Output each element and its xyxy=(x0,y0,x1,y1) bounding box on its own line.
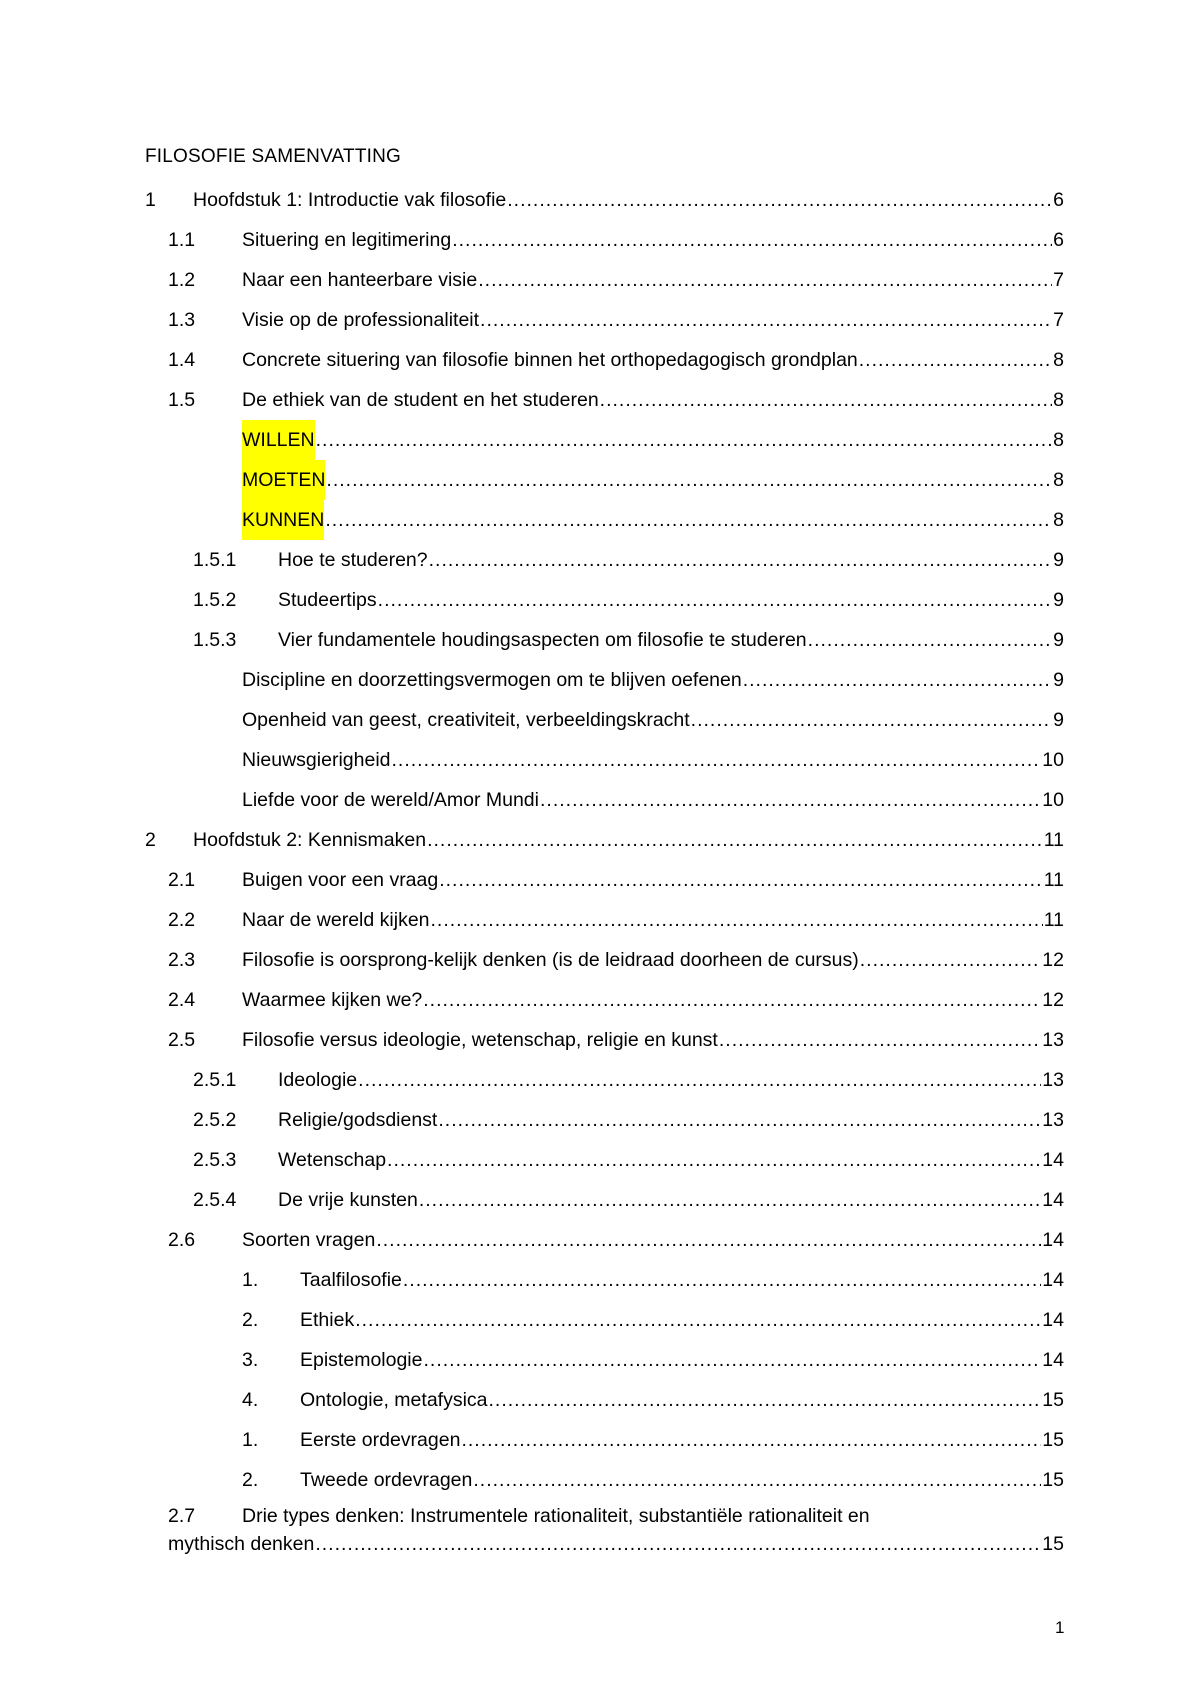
toc-dot-leader xyxy=(376,1220,1041,1260)
toc-entry-page: 9 xyxy=(1053,549,1064,571)
toc-entry-number: 1.5 xyxy=(168,389,196,411)
toc-entry-title: Taalfilosofie xyxy=(300,1269,402,1291)
toc-entry[interactable] xyxy=(0,820,1200,860)
toc-entry-title: Vier fundamentele houdingsaspecten om filosofie te studeren xyxy=(278,629,807,651)
toc-entry-title: Ideologie xyxy=(278,1069,358,1091)
toc-entry-title: Concrete situering van filosofie binnen het orthopedagogisch grondplan xyxy=(242,349,858,371)
toc-entry-page: 14 xyxy=(1042,1149,1064,1171)
toc-entry-page: 14 xyxy=(1042,1189,1064,1211)
toc-entry-page: 13 xyxy=(1042,1109,1064,1131)
toc-entry-title-continued: mythisch denken xyxy=(168,1533,315,1555)
toc-entry[interactable] xyxy=(0,540,1200,580)
toc-dot-leader xyxy=(419,1180,1041,1220)
toc-entry-number: 2.3 xyxy=(168,949,196,971)
toc-entry-page: 7 xyxy=(1053,269,1064,291)
toc-entry-title: Naar een hanteerbare visie xyxy=(242,269,478,291)
toc-entry[interactable] xyxy=(0,860,1200,900)
toc-entry[interactable] xyxy=(0,780,1200,820)
toc-dot-leader xyxy=(326,460,1052,500)
toc-dot-leader xyxy=(427,820,1043,860)
toc-entry[interactable] xyxy=(0,980,1200,1020)
toc-entry[interactable] xyxy=(0,740,1200,780)
toc-entry-page: 11 xyxy=(1043,869,1064,891)
toc-entry-page: 12 xyxy=(1042,949,1064,971)
toc-entry-number: 1.3 xyxy=(168,309,196,331)
toc-entry[interactable] xyxy=(0,420,1200,460)
toc-entry-title: Hoofdstuk 1: Introductie vak filosofie xyxy=(193,189,507,211)
toc-entry[interactable] xyxy=(0,1260,1200,1300)
toc-entry-page: 15 xyxy=(1042,1429,1064,1451)
toc-entry-page: 14 xyxy=(1042,1349,1064,1371)
toc-entry-number: 1.4 xyxy=(168,349,196,371)
table-of-contents xyxy=(0,180,1200,1572)
toc-entry-page: 11 xyxy=(1043,829,1064,851)
toc-entry[interactable] xyxy=(0,300,1200,340)
toc-entry-number: 1.5.1 xyxy=(193,549,237,571)
toc-dot-leader xyxy=(473,1460,1041,1500)
toc-entry-number: 1.1 xyxy=(168,229,196,251)
toc-entry-page: 14 xyxy=(1042,1229,1064,1251)
toc-entry[interactable] xyxy=(0,380,1200,420)
toc-dot-leader xyxy=(489,1380,1042,1420)
toc-dot-leader xyxy=(403,1260,1041,1300)
toc-entry[interactable] xyxy=(0,1300,1200,1340)
toc-entry-title: Situering en legitimering xyxy=(242,229,452,251)
toc-dot-leader xyxy=(439,860,1043,900)
toc-entry-number: 1. xyxy=(242,1269,259,1291)
toc-entry-page: 7 xyxy=(1053,309,1064,331)
toc-entry-number: 1.2 xyxy=(168,269,196,291)
toc-entry[interactable] xyxy=(0,580,1200,620)
toc-entry[interactable] xyxy=(0,1100,1200,1140)
toc-entry-page: 15 xyxy=(1042,1469,1064,1491)
toc-dot-leader xyxy=(691,700,1052,740)
toc-entry-title: MOETEN xyxy=(242,460,325,500)
toc-entry-title: Buigen voor een vraag xyxy=(242,869,439,891)
toc-entry-page: 8 xyxy=(1053,469,1064,491)
toc-entry[interactable] xyxy=(0,660,1200,700)
toc-dot-leader xyxy=(316,420,1053,460)
toc-dot-leader xyxy=(378,580,1052,620)
toc-dot-leader xyxy=(392,740,1042,780)
toc-entry-title: Openheid van geest, creativiteit, verbeeldingskracht xyxy=(242,709,690,731)
toc-dot-leader xyxy=(743,660,1052,700)
toc-dot-leader xyxy=(540,780,1041,820)
toc-entry-number: 1 xyxy=(145,189,156,211)
toc-entry-page: 6 xyxy=(1053,189,1064,211)
toc-entry-title: Naar de wereld kijken xyxy=(242,909,430,931)
toc-dot-leader xyxy=(478,260,1052,300)
toc-entry-title: Eerste ordevragen xyxy=(300,1429,461,1451)
toc-dot-leader xyxy=(860,940,1042,980)
document-title: FILOSOFIE SAMENVATTING xyxy=(145,146,402,167)
toc-dot-leader xyxy=(325,500,1052,540)
toc-entry[interactable] xyxy=(0,1420,1200,1460)
toc-entry-number: 2.5 xyxy=(168,1029,196,1051)
toc-entry-page: 9 xyxy=(1053,629,1064,651)
toc-entry[interactable] xyxy=(0,900,1200,940)
toc-entry-page: 8 xyxy=(1053,429,1064,451)
toc-entry[interactable] xyxy=(0,1340,1200,1380)
toc-entry-page: 13 xyxy=(1042,1069,1064,1091)
toc-entry-page: 13 xyxy=(1042,1029,1064,1051)
toc-entry-page: 9 xyxy=(1053,709,1064,731)
toc-entry-number: 2.5.2 xyxy=(193,1109,237,1131)
toc-entry-page: 8 xyxy=(1053,509,1064,531)
toc-entry-number: 2.1 xyxy=(168,869,196,891)
toc-entry-number: 2.5.3 xyxy=(193,1149,237,1171)
toc-entry[interactable] xyxy=(0,460,1200,500)
toc-entry-title: Studeertips xyxy=(278,589,377,611)
toc-entry-page: 15 xyxy=(1042,1389,1064,1411)
toc-entry[interactable] xyxy=(0,260,1200,300)
toc-entry-title: De ethiek van de student en het studeren xyxy=(242,389,599,411)
toc-dot-leader xyxy=(507,180,1052,220)
toc-dot-leader xyxy=(355,1300,1041,1340)
toc-entry-title: Ethiek xyxy=(300,1309,355,1331)
toc-entry[interactable] xyxy=(0,1500,1200,1572)
toc-entry-number: 2.4 xyxy=(168,989,196,1011)
toc-entry[interactable] xyxy=(0,1220,1200,1260)
toc-dot-leader xyxy=(423,1340,1041,1380)
toc-entry-page: 10 xyxy=(1042,749,1064,771)
toc-entry-page: 12 xyxy=(1042,989,1064,1011)
toc-dot-leader xyxy=(387,1140,1041,1180)
toc-entry-number: 4. xyxy=(242,1389,259,1411)
toc-entry-number: 1.5.3 xyxy=(193,629,237,651)
toc-entry[interactable] xyxy=(0,1460,1200,1500)
toc-entry[interactable] xyxy=(0,340,1200,380)
toc-entry[interactable] xyxy=(0,1180,1200,1220)
toc-entry-title: Drie types denken: Instrumentele rationaliteit, substantiële rationaliteit en xyxy=(242,1505,870,1527)
toc-entry-number: 2. xyxy=(242,1469,259,1491)
page-number: 1 xyxy=(1055,1618,1065,1637)
toc-entry-number: 2.6 xyxy=(168,1229,196,1251)
toc-dot-leader xyxy=(859,340,1052,380)
toc-entry-number: 2.5.4 xyxy=(193,1189,237,1211)
toc-entry-page: 14 xyxy=(1042,1309,1064,1331)
toc-entry-title: Tweede ordevragen xyxy=(300,1469,473,1491)
toc-dot-leader xyxy=(429,540,1053,580)
toc-dot-leader xyxy=(431,900,1043,940)
toc-entry[interactable] xyxy=(0,700,1200,740)
toc-dot-leader xyxy=(808,620,1052,660)
toc-dot-leader xyxy=(600,380,1052,420)
toc-entry-title: Hoe te studeren? xyxy=(278,549,428,571)
toc-entry-page: 8 xyxy=(1053,349,1064,371)
toc-entry[interactable] xyxy=(0,620,1200,660)
toc-entry-page: 6 xyxy=(1053,229,1064,251)
toc-entry-title: Nieuwsgierigheid xyxy=(242,749,391,771)
toc-entry-title: Soorten vragen xyxy=(242,1229,376,1251)
toc-entry-title: Wetenschap xyxy=(278,1149,387,1171)
toc-entry-number: 2 xyxy=(145,829,156,851)
toc-dot-leader xyxy=(423,980,1041,1020)
toc-entry[interactable] xyxy=(0,220,1200,260)
toc-entry[interactable] xyxy=(0,500,1200,540)
toc-entry-title: Filosofie is oorsprong-kelijk denken (is de leidraad doorheen de cursus) xyxy=(242,949,859,971)
toc-dot-leader xyxy=(315,1530,1041,1558)
toc-entry-page: 10 xyxy=(1042,789,1064,811)
toc-entry-page: 15 xyxy=(1042,1533,1064,1555)
toc-dot-leader xyxy=(452,220,1052,260)
toc-entry-title: De vrije kunsten xyxy=(278,1189,418,1211)
toc-entry-title: Hoofdstuk 2: Kennismaken xyxy=(193,829,427,851)
toc-entry-title: Visie op de professionaliteit xyxy=(242,309,480,331)
toc-entry-title: Ontologie, metafysica xyxy=(300,1389,488,1411)
toc-entry-title: KUNNEN xyxy=(242,500,324,540)
toc-entry-title: Filosofie versus ideologie, wetenschap, religie en kunst xyxy=(242,1029,718,1051)
toc-entry[interactable] xyxy=(0,1380,1200,1420)
toc-entry-number: 2.2 xyxy=(168,909,196,931)
toc-entry-title: Religie/godsdienst xyxy=(278,1109,438,1131)
toc-entry[interactable] xyxy=(0,940,1200,980)
toc-entry-title: Liefde voor de wereld/Amor Mundi xyxy=(242,789,539,811)
toc-entry[interactable] xyxy=(0,180,1200,220)
toc-entry-page: 9 xyxy=(1053,589,1064,611)
toc-entry[interactable] xyxy=(0,1060,1200,1100)
toc-dot-leader xyxy=(461,1420,1041,1460)
toc-entry-title: Discipline en doorzettingsvermogen om te blijven oefenen xyxy=(242,669,742,691)
toc-entry[interactable] xyxy=(0,1020,1200,1060)
toc-dot-leader xyxy=(358,1060,1041,1100)
toc-entry-number: 2.5.1 xyxy=(193,1069,237,1091)
toc-entry[interactable] xyxy=(0,1140,1200,1180)
toc-entry-page: 14 xyxy=(1042,1269,1064,1291)
toc-entry-title: Waarmee kijken we? xyxy=(242,989,423,1011)
toc-dot-leader xyxy=(438,1100,1041,1140)
toc-entry-title: Epistemologie xyxy=(300,1349,423,1371)
toc-entry-number: 1.5.2 xyxy=(193,589,237,611)
toc-dot-leader xyxy=(480,300,1052,340)
toc-entry-title: WILLEN xyxy=(242,420,315,460)
toc-entry-number: 1. xyxy=(242,1429,259,1451)
toc-entry-page: 11 xyxy=(1043,909,1064,931)
toc-entry-page: 9 xyxy=(1053,669,1064,691)
toc-dot-leader xyxy=(719,1020,1041,1060)
toc-entry-number: 2. xyxy=(242,1309,259,1331)
toc-entry-number: 3. xyxy=(242,1349,259,1371)
toc-entry-number: 2.7 xyxy=(168,1505,196,1527)
toc-entry-page: 8 xyxy=(1053,389,1064,411)
